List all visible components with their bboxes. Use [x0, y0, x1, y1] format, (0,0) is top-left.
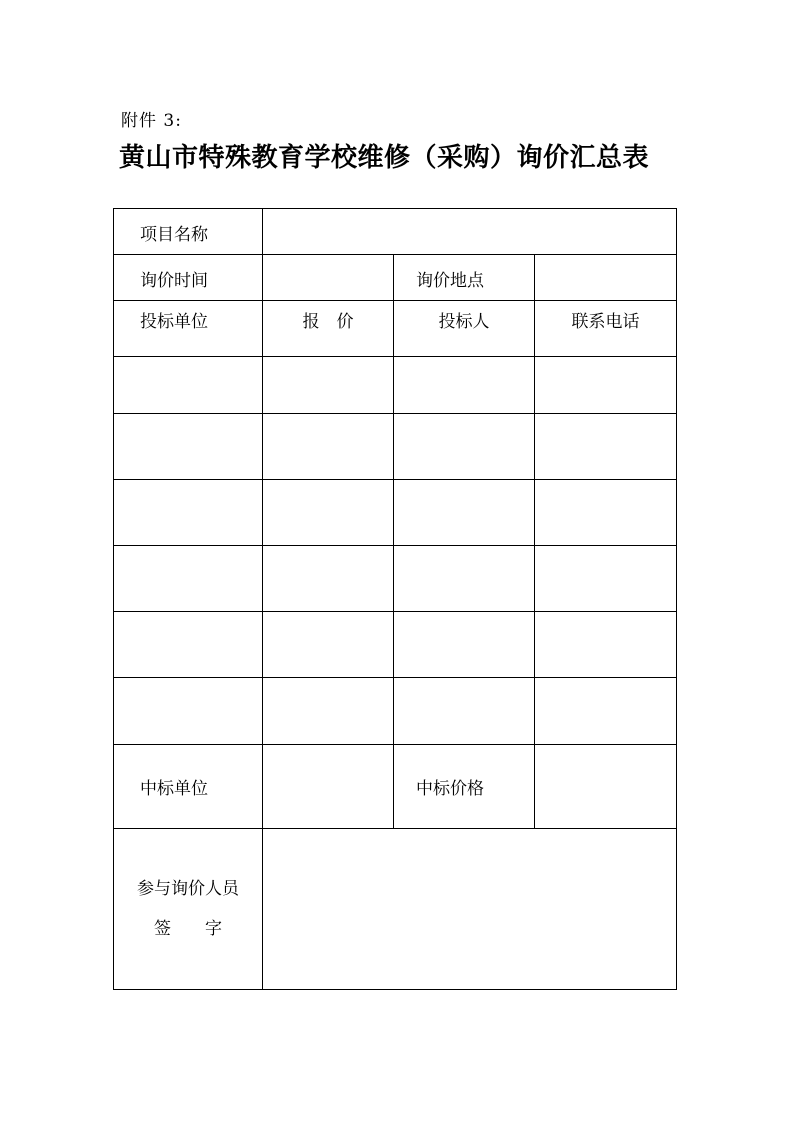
- inquiry-time-value[interactable]: [263, 255, 394, 301]
- winning-price-label: 中标价格: [394, 745, 535, 829]
- page-title: 黄山市特殊教育学校维修（采购）询价汇总表: [119, 143, 650, 173]
- winning-unit-label: 中标单位: [114, 745, 263, 829]
- winning-row: [114, 745, 677, 829]
- winning-price-value[interactable]: [535, 745, 677, 829]
- column-header-bidder: 投标人: [394, 301, 535, 357]
- bidder-unit-cell[interactable]: [114, 678, 263, 745]
- price-cell[interactable]: [263, 414, 394, 480]
- winning-unit-value[interactable]: [263, 745, 394, 829]
- participants-row: [114, 829, 677, 990]
- bidder-cell[interactable]: [394, 546, 535, 612]
- phone-cell[interactable]: [535, 480, 677, 546]
- bidder-cell[interactable]: [394, 678, 535, 745]
- price-cell[interactable]: [263, 357, 394, 414]
- participants-signature-area[interactable]: [263, 829, 677, 990]
- bidder-unit-cell[interactable]: [114, 612, 263, 678]
- table-row: [114, 480, 677, 546]
- inquiry-place-value[interactable]: [535, 255, 677, 301]
- bidder-cell[interactable]: [394, 357, 535, 414]
- attachment-label: 附件 3:: [121, 111, 182, 131]
- price-cell[interactable]: [263, 480, 394, 546]
- bidder-cell[interactable]: [394, 480, 535, 546]
- bidder-cell[interactable]: [394, 414, 535, 480]
- inquiry-summary-table: [113, 208, 677, 990]
- project-name-value[interactable]: [263, 209, 677, 255]
- signature-label: 签 字: [154, 919, 222, 939]
- table-row: [114, 546, 677, 612]
- participants-label: 参与询价人员: [137, 879, 239, 899]
- table-row: [114, 678, 677, 745]
- phone-cell[interactable]: [535, 414, 677, 480]
- inquiry-time-label: 询价时间: [114, 255, 263, 301]
- price-cell[interactable]: [263, 678, 394, 745]
- bidder-unit-cell[interactable]: [114, 357, 263, 414]
- table-header-row: [114, 301, 677, 357]
- bidder-unit-cell[interactable]: [114, 546, 263, 612]
- phone-cell[interactable]: [535, 546, 677, 612]
- inquiry-place-label: 询价地点: [394, 255, 535, 301]
- project-name-label: 项目名称: [114, 209, 263, 255]
- bidder-unit-cell[interactable]: [114, 480, 263, 546]
- table-row: [114, 612, 677, 678]
- column-header-bidder-unit: 投标单位: [114, 301, 263, 357]
- bidder-cell[interactable]: [394, 612, 535, 678]
- table-row: [114, 414, 677, 480]
- price-cell[interactable]: [263, 612, 394, 678]
- project-name-row: [114, 209, 677, 255]
- inquiry-time-place-row: [114, 255, 677, 301]
- participants-signature-label: [114, 829, 263, 990]
- phone-cell[interactable]: [535, 612, 677, 678]
- table-row: [114, 357, 677, 414]
- column-header-price: 报 价: [263, 301, 394, 357]
- phone-cell[interactable]: [535, 357, 677, 414]
- phone-cell[interactable]: [535, 678, 677, 745]
- column-header-phone: 联系电话: [535, 301, 677, 357]
- bidder-unit-cell[interactable]: [114, 414, 263, 480]
- price-cell[interactable]: [263, 546, 394, 612]
